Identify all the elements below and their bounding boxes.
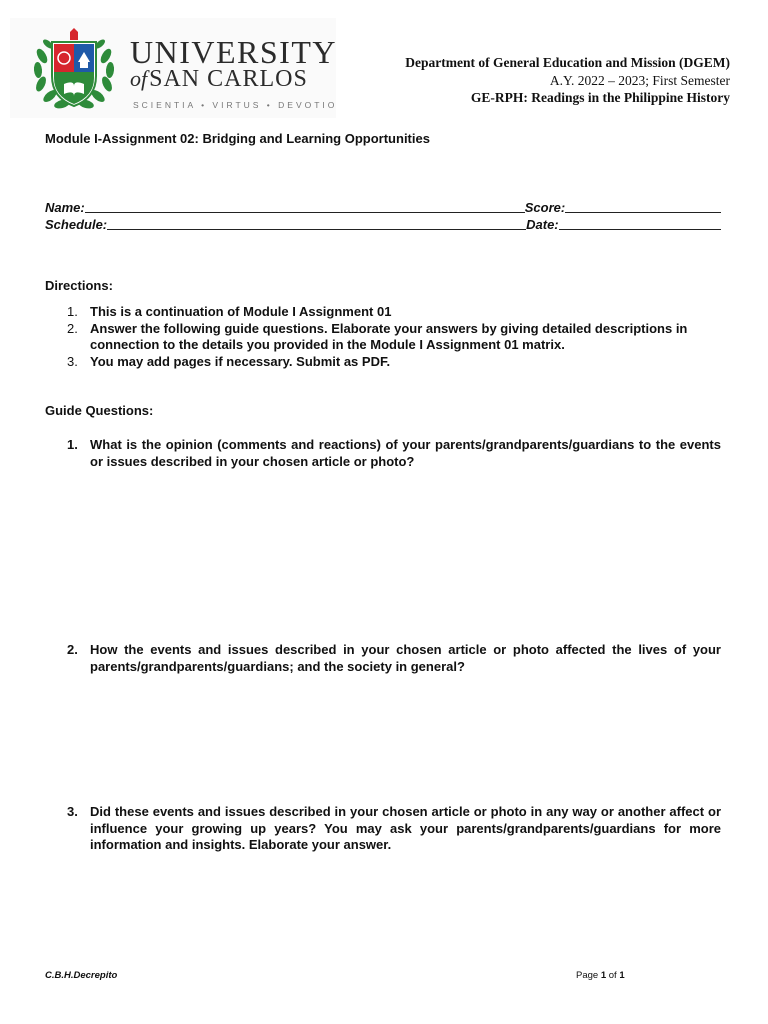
score-label: Score: xyxy=(524,200,566,215)
university-name-line2 xyxy=(130,66,308,93)
name-label: Name: xyxy=(45,200,85,215)
guide-question-1 xyxy=(45,437,721,470)
list-item-text: Answer the following guide questions. Elaborate your answers by giving detailed descriptions in connection to the details you provided in the Module I Assignment 01 matrix. xyxy=(90,320,688,352)
page-of: of xyxy=(608,970,617,981)
question-number: 2. xyxy=(67,642,78,657)
list-item-number: 2. xyxy=(67,320,78,336)
page-current: 1 xyxy=(600,970,607,981)
page-prefix: Page xyxy=(576,970,599,981)
list-item-text: You may add pages if necessary. Submit as PDF. xyxy=(90,353,391,369)
list-item xyxy=(45,354,725,371)
schedule-date-row xyxy=(45,217,721,232)
date-field-line[interactable] xyxy=(559,217,721,230)
university-of-word: of xyxy=(130,66,148,91)
page-total: 1 xyxy=(619,970,625,981)
directions-list xyxy=(45,304,725,370)
schedule-field-line[interactable] xyxy=(107,217,526,230)
name-field-line[interactable] xyxy=(85,200,525,213)
date-label: Date: xyxy=(526,217,559,232)
schedule-label: Schedule: xyxy=(45,217,108,232)
guide-questions-heading: Guide Questions: xyxy=(45,403,154,418)
list-item-number: 1. xyxy=(67,304,78,319)
course-header xyxy=(405,54,730,107)
footer-author: C.B.H.Decrepito xyxy=(45,970,118,981)
list-item-number: 3. xyxy=(67,353,78,369)
question-text: What is the opinion (comments and reactions) of your parents/grandparents/guardians to the events or issues described in your chosen article or photo? xyxy=(90,437,721,469)
university-name-san-carlos: SAN CARLOS xyxy=(149,66,308,92)
question-number: 1. xyxy=(67,437,78,452)
score-field-line[interactable] xyxy=(565,200,721,213)
course-title: GE-RPH: Readings in the Philippine History xyxy=(470,90,730,105)
university-motto: SCIENTIA • VIRTUS • DEVOTIO xyxy=(133,100,338,110)
name-score-row xyxy=(45,200,721,215)
question-number: 3. xyxy=(67,804,78,819)
question-text: Did these events and issues described in your chosen article or photo in any way or another affect or influence your growing up years? You may ask your parents/grandparents/guardians for more information and insights. Elaborate your answer. xyxy=(90,804,721,852)
question-text: How the events and issues described in your chosen article or photo affected the lives of your parents/grandparents/guardians; and the society in general? xyxy=(90,642,721,674)
university-logo xyxy=(10,18,336,118)
directions-heading: Directions: xyxy=(45,278,113,293)
university-seal-icon xyxy=(32,28,116,114)
guide-question-3 xyxy=(45,804,721,854)
academic-year: A.Y. 2022 – 2023; First Semester xyxy=(549,72,730,88)
guide-question-2 xyxy=(45,642,721,675)
page-number xyxy=(576,970,625,981)
university-name-line1: UNIVERSITY xyxy=(130,34,337,70)
department-name: Department of General Education and Mission (DGEM) xyxy=(405,55,730,70)
list-item-text: This is a continuation of Module I Assignment 01 xyxy=(90,304,392,319)
module-title: Module I-Assignment 02: Bridging and Learning Opportunities xyxy=(45,131,430,146)
list-item xyxy=(45,321,725,354)
list-item xyxy=(45,304,725,321)
